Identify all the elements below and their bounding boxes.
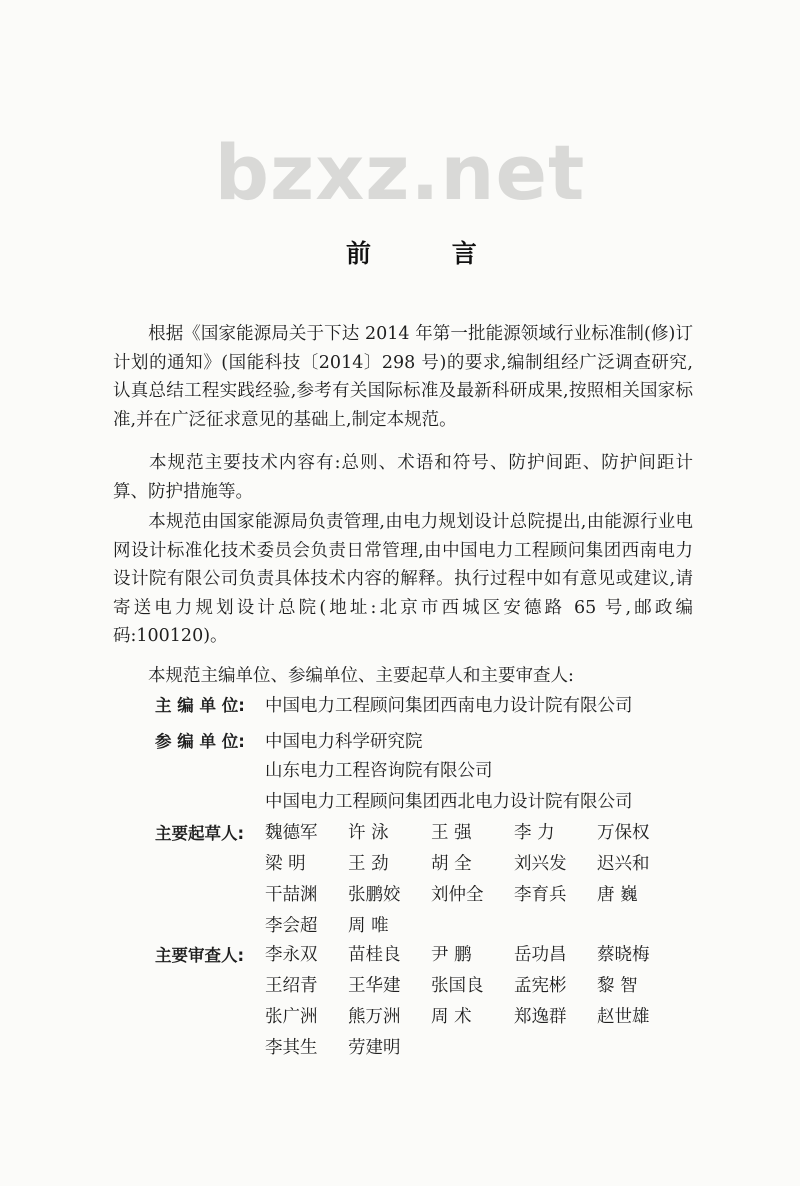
participating-unit-row — [265, 789, 633, 816]
drafter-name: 万保权 — [597, 823, 650, 843]
reviewer-name: 岳功昌 — [514, 945, 567, 965]
drafter-name: 胡 全 — [431, 854, 472, 874]
reviewers-label-row — [155, 942, 265, 970]
reviewer-name: 李永双 — [265, 945, 318, 965]
drafter-name: 梁 明 — [265, 854, 306, 874]
watermark: bzxz.net — [214, 128, 586, 217]
drafters-names — [265, 820, 680, 940]
drafter-name: 李育兵 — [514, 885, 567, 905]
drafter-name: 刘兴发 — [514, 854, 567, 874]
reviewer-name: 王华建 — [348, 976, 401, 996]
drafters-label: 主要起草人: — [155, 824, 245, 843]
participating-unit-label: 参 编 单 位: — [155, 732, 245, 751]
reviewer-name: 李其生 — [265, 1038, 318, 1058]
reviewer-name: 蔡晓梅 — [597, 945, 650, 965]
reviewer-name: 周 术 — [431, 1007, 472, 1027]
drafters-label-row — [155, 820, 265, 848]
drafter-name: 刘仲全 — [431, 885, 484, 905]
reviewer-name: 尹 鹏 — [431, 945, 472, 965]
participating-unit-value: 中国电力科学研究院 — [265, 732, 423, 752]
reviewer-name: 王绍青 — [265, 976, 318, 996]
participating-unit-value: 山东电力工程咨询院有限公司 — [265, 761, 493, 781]
reviewer-name: 张国良 — [431, 976, 484, 996]
participating-unit-row — [155, 728, 423, 756]
drafter-name: 迟兴和 — [597, 854, 650, 874]
paragraph-contents — [113, 449, 693, 506]
reviewer-name: 苗桂良 — [348, 945, 401, 965]
paragraph-management — [113, 508, 693, 651]
chief-unit-label: 主 编 单 位: — [155, 696, 245, 715]
drafter-name: 许 泳 — [348, 823, 389, 843]
reviewer-name: 劳建明 — [348, 1038, 401, 1058]
reviewer-name: 张广洲 — [265, 1007, 318, 1027]
paragraph-management-text: 本规范由国家能源局负责管理,由电力规划设计总院提出,由能源行业电网设计标准化技术委员会负责日常管理,由中国电力工程顾问集团西南电力设计院有限公司负责具体技术内容的解释。执行过程中如有意见或建议,请寄送电力规划设计总院(地址:北京市西城区安德路 65 号,邮政编码:100120)。 — [113, 512, 693, 647]
drafter-name: 干喆渊 — [265, 885, 318, 905]
reviewer-name: 黎 智 — [597, 976, 638, 996]
drafter-name: 周 唯 — [348, 916, 389, 936]
chief-unit-value: 中国电力工程顾问集团西南电力设计院有限公司 — [265, 696, 633, 716]
paragraph-basis-text: 根据《国家能源局关于下达 2014 年第一批能源领域行业标准制(修)订计划的通知》(国能科技〔2014〕298 号)的要求,编制组经广泛调查研究,认真总结工程实践经验,参考有关国际标准及最新科研成果,按照相关国家标准,并在广泛征求意见的基础上,制定本规范。 — [113, 324, 693, 430]
reviewer-name: 孟宪彬 — [514, 976, 567, 996]
chief-unit-row — [155, 692, 633, 720]
reviewers-label: 主要审查人: — [155, 946, 245, 965]
drafter-name: 王 劲 — [348, 854, 389, 874]
drafter-name: 李 力 — [514, 823, 555, 843]
paragraph-basis — [113, 320, 693, 434]
paragraph-units-intro-text: 本规范主编单位、参编单位、主要起草人和主要审查人: — [148, 666, 574, 686]
participating-unit-row — [265, 758, 493, 785]
page-title: 前 言 — [346, 239, 513, 268]
paragraph-contents-text: 本规范主要技术内容有:总则、术语和符号、防护间距、防护间距计算、防护措施等。 — [113, 453, 693, 502]
drafter-name: 张鹏姣 — [348, 885, 401, 905]
drafter-name: 魏德军 — [265, 823, 318, 843]
drafter-name: 李会超 — [265, 916, 318, 936]
paragraph-units-intro — [113, 662, 693, 691]
drafter-name: 唐 巍 — [597, 885, 638, 905]
reviewer-name: 赵世雄 — [597, 1007, 650, 1027]
reviewer-name: 熊万洲 — [348, 1007, 401, 1027]
reviewer-name: 郑逸群 — [514, 1007, 567, 1027]
reviewers-names — [265, 942, 680, 1062]
participating-unit-value: 中国电力工程顾问集团西北电力设计院有限公司 — [265, 792, 633, 812]
drafter-name: 王 强 — [431, 823, 472, 843]
